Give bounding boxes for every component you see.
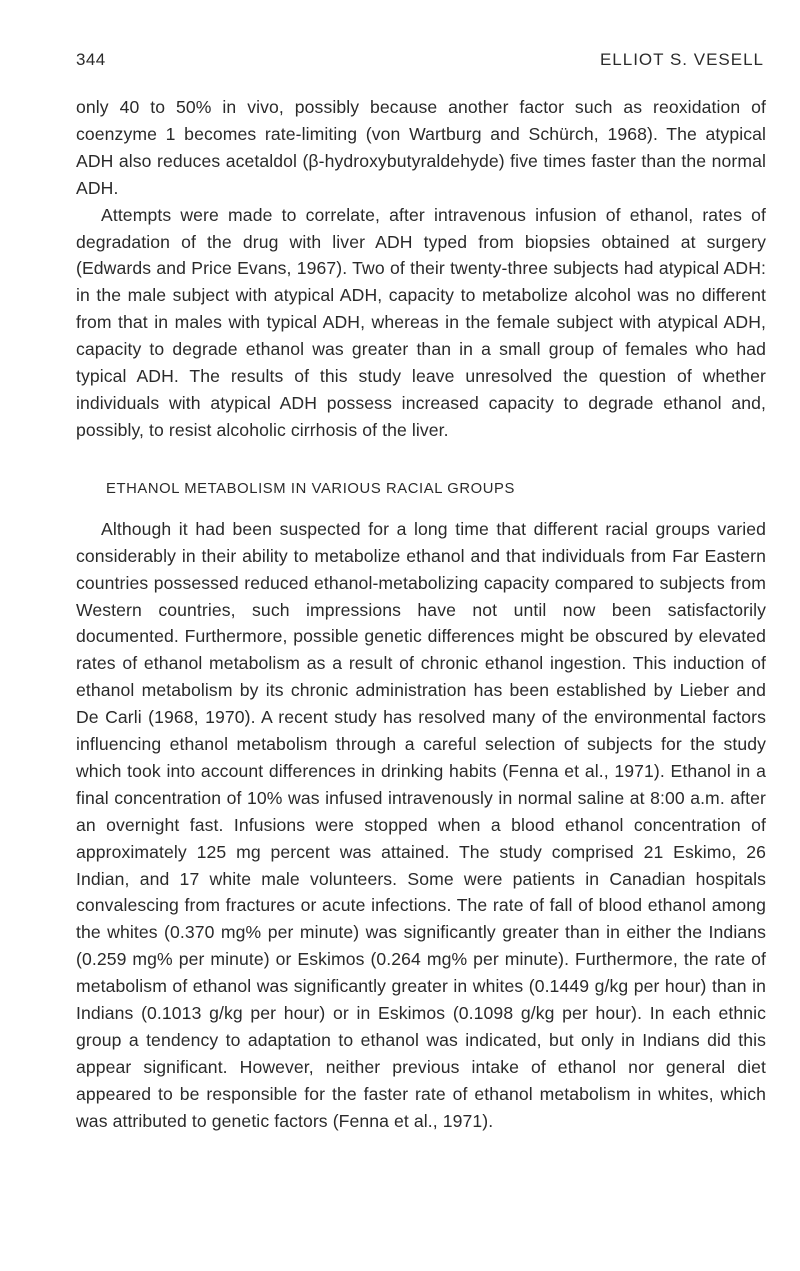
section-heading: ETHANOL METABOLISM IN VARIOUS RACIAL GROUPS — [106, 480, 515, 497]
paragraph: Attempts were made to correlate, after intravenous infusion of ethanol, rates of degradation of the drug with liver ADH typed from biopsies obtained at surgery (Edwards and Price Evans, 1967). Two of their twenty-three subjects had atypical ADH: in the male subject with atypical ADH, capacity to metabolize alcohol was no different from that in males with typical ADH, whereas in the female subject with atypical ADH, capacity to degrade ethanol was greater than in a small group of females who had typical ADH. The results of this study leave unresolved the question of whether individuals with atypical ADH possess increased capacity to degrade ethanol and, possibly, to resist alcoholic cirrhosis of the liver. — [76, 204, 766, 440]
running-head: ELLIOT S. VESELL — [599, 50, 764, 69]
body-text — [76, 94, 766, 1135]
page-header — [76, 50, 764, 80]
page-number: 344 — [76, 50, 106, 69]
paragraph: Although it had been suspected for a long time that different racial groups varied considerably in their ability to metabolize ethanol and that individuals from Far Eastern countries possessed reduced ethanol-metabolizing capacity compared to subjects from Western countries, such impressions have not until now been satisfactorily documented. Furthermore, possible genetic differences might be obscured by elevated rates of ethanol metabolism as a result of chronic ethanol ingestion. This induction of ethanol metabolism by its chronic administration has been established by Lieber and De Carli (1968, 1970). A recent study has resolved many of the environmental factors influencing ethanol metabolism through a careful selection of subjects for the study which took into account differences in drinking habits (Fenna et al., 1971). Ethanol in a final concentration of 10% was infused intravenously in normal saline at 8:00 a.m. after an overnight fast. Infusions were stopped when a blood ethanol concentration of approximately 125 mg percent was attained. The study comprised 21 Eskimo, 26 Indian, and 17 white male volunteers. Some were patients in Canadian hospitals convalescing from fractures or acute infections. The rate of fall of blood ethanol among the whites (0.370 mg% per minute) was significantly greater than in either the Indians (0.259 mg% per minute) or Eskimos (0.264 mg% per minute). Furthermore, the rate of metabolism of ethanol was significantly greater in whites (0.1449 g/kg per hour) than in Indians (0.1013 g/kg per hour) or in Eskimos (0.1098 g/kg per hour). In each ethnic group a tendency to adaptation to ethanol was indicated, but only in Indians did this appear significant. However, neither previous intake of ethanol nor general diet appeared to be responsible for the faster rate of ethanol metabolism in whites, which was attributed to genetic factors (Fenna et al., 1971). — [76, 518, 766, 1131]
paragraph: only 40 to 50% in vivo, possibly because another factor such as reoxidation of coenzyme 1 becomes rate-limiting (von Wartburg and Schürch, 1968). The atypical ADH also reduces acetaldol (β-hydroxybutyraldehyde) five times faster than the normal ADH. — [76, 97, 766, 198]
